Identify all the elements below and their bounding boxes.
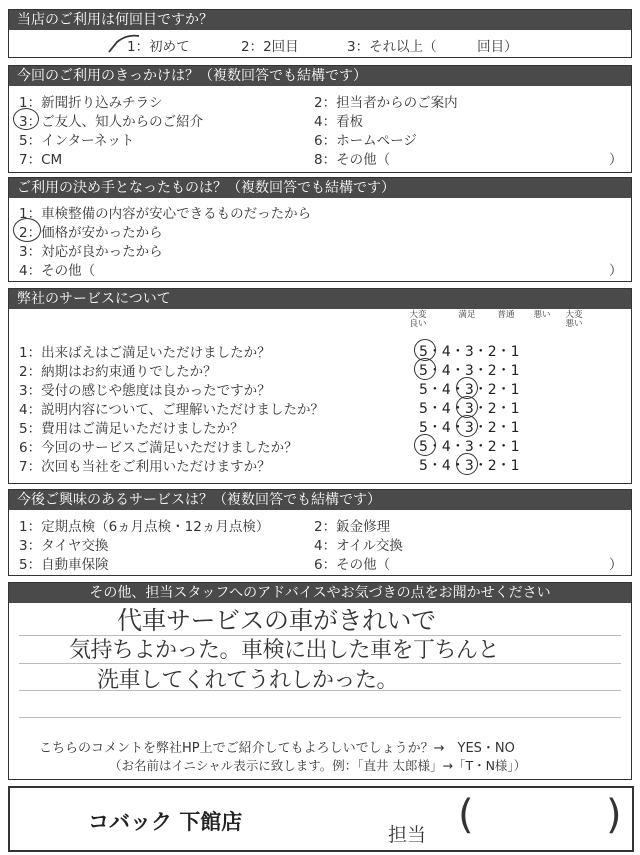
staff-label: 担当 [388,824,427,846]
q6-section [8,582,632,780]
q4-rating-3[interactable]: 5・4・3・2・1 [419,382,520,398]
q4-item-4: 4：説明内容について、ご理解いただけましたか？ [19,402,325,418]
q2-section [8,65,632,173]
q5-title: 今後ご興味のあるサービスは？（複数回答でも結構です） [9,490,631,510]
q5-item-1[interactable]: 1：定期点検（6ヵ月点検・12ヵ月点検） [19,519,270,535]
q4-section [8,288,632,484]
q4-rating-7[interactable]: 5・4・3・2・1 [419,458,520,474]
q5-item-3[interactable]: 3：タイヤ交換 [19,538,109,554]
q2-item-1[interactable]: 1：新聞折り込みチラシ [19,95,163,111]
q4-item-6: 6：今回のサービスご満足いただけましたか？ [19,440,298,456]
initials-note: （お名前はイニシャル表示に致します。例：「直井 太郎様」→「T・N様」） [109,758,527,773]
q2-item-8-close: ） [609,152,623,168]
q4-rating-5[interactable]: 5・4・3・2・1 [419,420,520,436]
scale-label-2: 悪い [533,310,551,320]
q4-mark-7 [456,453,478,475]
q3-section [8,177,632,282]
q4-item-1: 1：出来ばえはご満足いただけましたか？ [19,345,271,361]
q1-option-3[interactable]: 3：それ以上（ 回目） [347,39,518,55]
handwritten-line-3: 洗車してくれてうれしかった。 [97,668,399,693]
q4-rating-1[interactable]: 5・4・3・2・1 [419,344,520,360]
handwritten-line-2: 気持ちよかった。車検に出した車を丁ちんと [69,638,500,663]
scale-label-4: 満足 [458,310,476,320]
q4-rating-2[interactable]: 5・4・3・2・1 [419,363,520,379]
q5-item-2[interactable]: 2：鈑金修理 [314,519,391,535]
q1-option-2[interactable]: 2：2回目 [241,39,299,55]
q3-circle-mark [13,218,41,242]
scale-label-1: 大変悪い [565,310,583,329]
q3-item-4-close: ） [609,263,623,279]
q4-title: 弊社のサービスについて [9,289,631,309]
scale-label-3: 普通 [497,310,515,320]
q4-mark-2 [414,358,436,380]
q4-item-3: 3：受付の感じや態度は良かったですか？ [19,383,271,399]
footer-section [8,786,634,852]
ruled-line-4 [19,717,621,718]
q1-title: 当店のご利用は何回目ですか？ [9,10,631,30]
q4-rating-6[interactable]: 5・4・3・2・1 [419,439,520,455]
q5-item-5[interactable]: 5：自動車保険 [19,557,109,573]
q4-rating-4[interactable]: 5・4・3・2・1 [419,401,520,417]
q2-title: 今回のご利用のきっかけは？（複数回答でも結構です） [9,66,631,86]
q4-mark-5 [456,415,478,437]
q2-item-3[interactable]: 3：ご友人、知人からのご紹介 [19,114,204,130]
q1-check-mark [105,32,145,58]
q6-title: その他、担当スタッフへのアドバイスやお気づきの点をお聞かせください [9,583,631,603]
q2-item-5[interactable]: 5：インターネット [19,133,135,149]
q3-item-4[interactable]: 4：その他（ [19,263,96,279]
q2-item-6[interactable]: 6：ホームページ [314,133,417,149]
q2-item-4[interactable]: 4：看板 [314,114,364,130]
q1-option-1[interactable]: 1：初めて [127,39,190,55]
q5-section [8,489,632,576]
q4-mark-6 [414,434,436,456]
shop-name: コバック 下館店 [88,810,243,834]
q5-item-6-close: ） [609,557,623,573]
q5-item-6[interactable]: 6：その他（ [314,557,391,573]
q4-item-7: 7：次回も当社をご利用いただけますか？ [19,459,271,475]
staff-paren-open: ( [458,792,474,838]
scale-label-5: 大変良い [409,310,427,329]
q2-item-7[interactable]: 7：CM [19,152,63,168]
permission-question[interactable]: こちらのコメントを弊社HP上でご紹介してもよろしいでしょうか？→ YES・NO [39,741,515,756]
staff-paren-close: ) [606,792,622,838]
q2-item-8[interactable]: 8：その他（ [314,152,391,168]
q3-item-3[interactable]: 3：対応が良かったから [19,244,163,260]
q3-item-1[interactable]: 1：車検整備の内容が安心できるものだったから [19,206,312,222]
q4-item-5: 5：費用はご満足いただけましたか？ [19,421,244,437]
q2-circle-mark [13,108,39,130]
q5-item-4[interactable]: 4：オイル交換 [314,538,403,554]
q1-section [8,9,632,58]
handwritten-line-1: 代車サービスの車がきれいで [117,606,436,635]
q4-item-2: 2：納期はお約束通りでしたか？ [19,364,217,380]
q3-title: ご利用の決め手となったものは？（複数回答でも結構です） [9,178,631,198]
q3-item-2[interactable]: 2：価格が安かったから [19,225,163,241]
q2-item-2[interactable]: 2：担当者からのご案内 [314,95,458,111]
